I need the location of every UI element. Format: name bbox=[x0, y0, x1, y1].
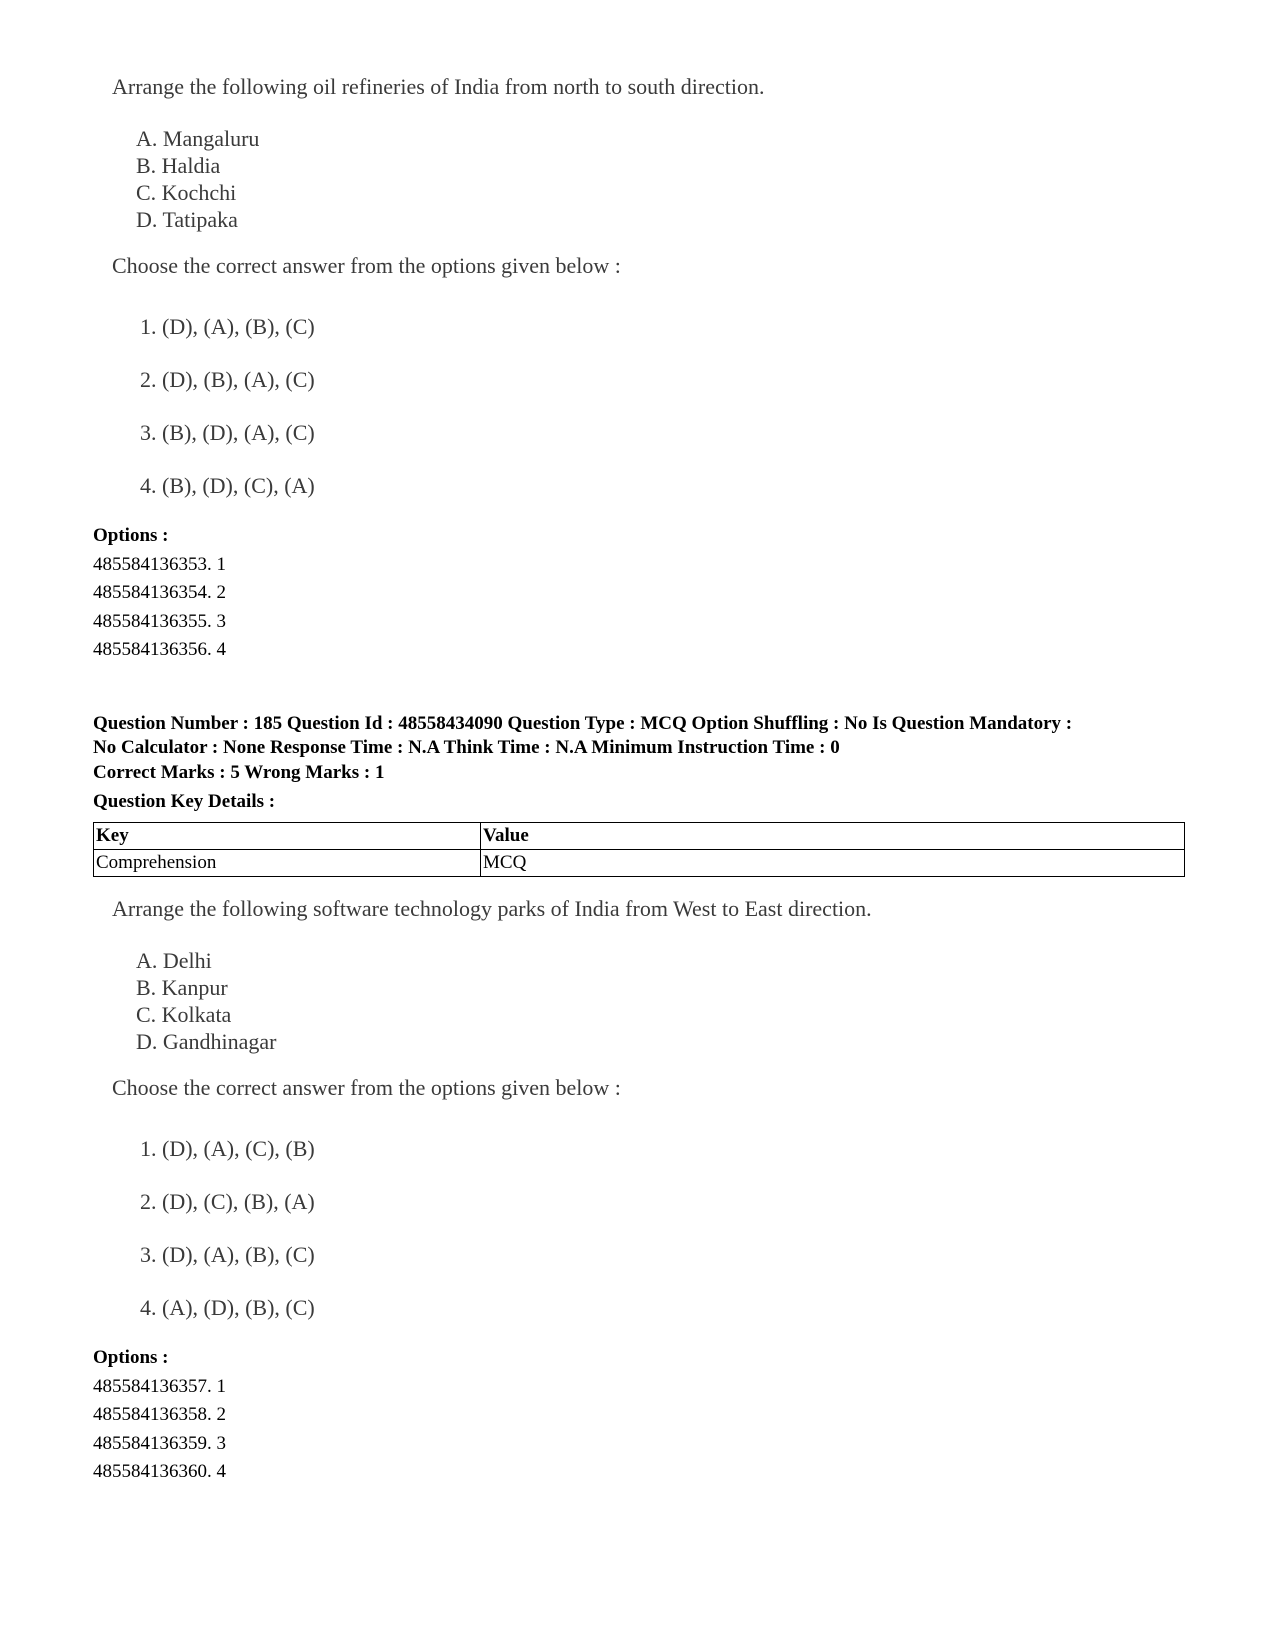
answer-choice: 1. (D), (A), (C), (B) bbox=[140, 1136, 315, 1161]
option-id: 485584136360. 4 bbox=[93, 1461, 226, 1482]
choose-instruction: Choose the correct answer from the options given below : bbox=[112, 253, 621, 278]
option-id: 485584136357. 1 bbox=[93, 1375, 226, 1397]
list-item: A. Delhi bbox=[136, 948, 212, 973]
question-meta-line: No Calculator : None Response Time : N.A Think Time : N.A Minimum Instruction Time : 0 bbox=[93, 737, 840, 758]
list-item: A. Mangaluru bbox=[136, 126, 260, 151]
key-details-label: Question Key Details : bbox=[93, 791, 276, 812]
table-cell: MCQ bbox=[481, 850, 1185, 877]
list-item: C. Kochchi bbox=[136, 180, 237, 205]
options-label: Options : bbox=[93, 1347, 169, 1368]
option-id: 485584136354. 2 bbox=[93, 582, 226, 603]
key-details-table bbox=[93, 822, 1185, 877]
option-id: 485584136359. 3 bbox=[93, 1432, 226, 1454]
table-row bbox=[94, 850, 1185, 877]
option-id: 485584136356. 4 bbox=[93, 639, 226, 660]
option-id: 485584136358. 2 bbox=[93, 1404, 226, 1425]
marks-line: Correct Marks : 5 Wrong Marks : 1 bbox=[93, 762, 385, 783]
answer-choice: 2. (D), (B), (A), (C) bbox=[140, 367, 315, 392]
option-id: 485584136353. 1 bbox=[93, 553, 226, 575]
list-item: C. Kolkata bbox=[136, 1002, 232, 1027]
answer-choice: 4. (B), (D), (C), (A) bbox=[140, 473, 315, 498]
choose-instruction: Choose the correct answer from the options given below : bbox=[112, 1075, 621, 1100]
options-list bbox=[93, 1344, 226, 1487]
list-item: D. Gandhinagar bbox=[136, 1029, 277, 1054]
answer-choice: 3. (D), (A), (B), (C) bbox=[140, 1242, 315, 1267]
list-item: D. Tatipaka bbox=[136, 207, 238, 232]
list-item: B. Haldia bbox=[136, 153, 221, 178]
table-header-cell: Key bbox=[94, 823, 481, 850]
options-label: Options : bbox=[93, 525, 169, 546]
options-list bbox=[93, 522, 226, 665]
table-cell: Comprehension bbox=[94, 850, 481, 877]
table-header-cell: Value bbox=[481, 823, 1185, 850]
question-meta-line: Question Number : 185 Question Id : 48558434090 Question Type : MCQ Option Shuffling : No Is Question Mandatory : bbox=[93, 713, 1073, 734]
question-stem: Arrange the following oil refineries of India from north to south direction. bbox=[112, 74, 765, 99]
table-header-row bbox=[94, 823, 1185, 850]
list-item: B. Kanpur bbox=[136, 975, 228, 1000]
answer-choice: 1. (D), (A), (B), (C) bbox=[140, 314, 315, 339]
answer-choice: 2. (D), (C), (B), (A) bbox=[140, 1189, 315, 1214]
answer-choice: 4. (A), (D), (B), (C) bbox=[140, 1295, 315, 1320]
option-id: 485584136355. 3 bbox=[93, 610, 226, 632]
question-stem: Arrange the following software technology parks of India from West to East direction. bbox=[112, 896, 872, 921]
question-meta bbox=[93, 712, 1193, 760]
answer-choice: 3. (B), (D), (A), (C) bbox=[140, 420, 315, 445]
